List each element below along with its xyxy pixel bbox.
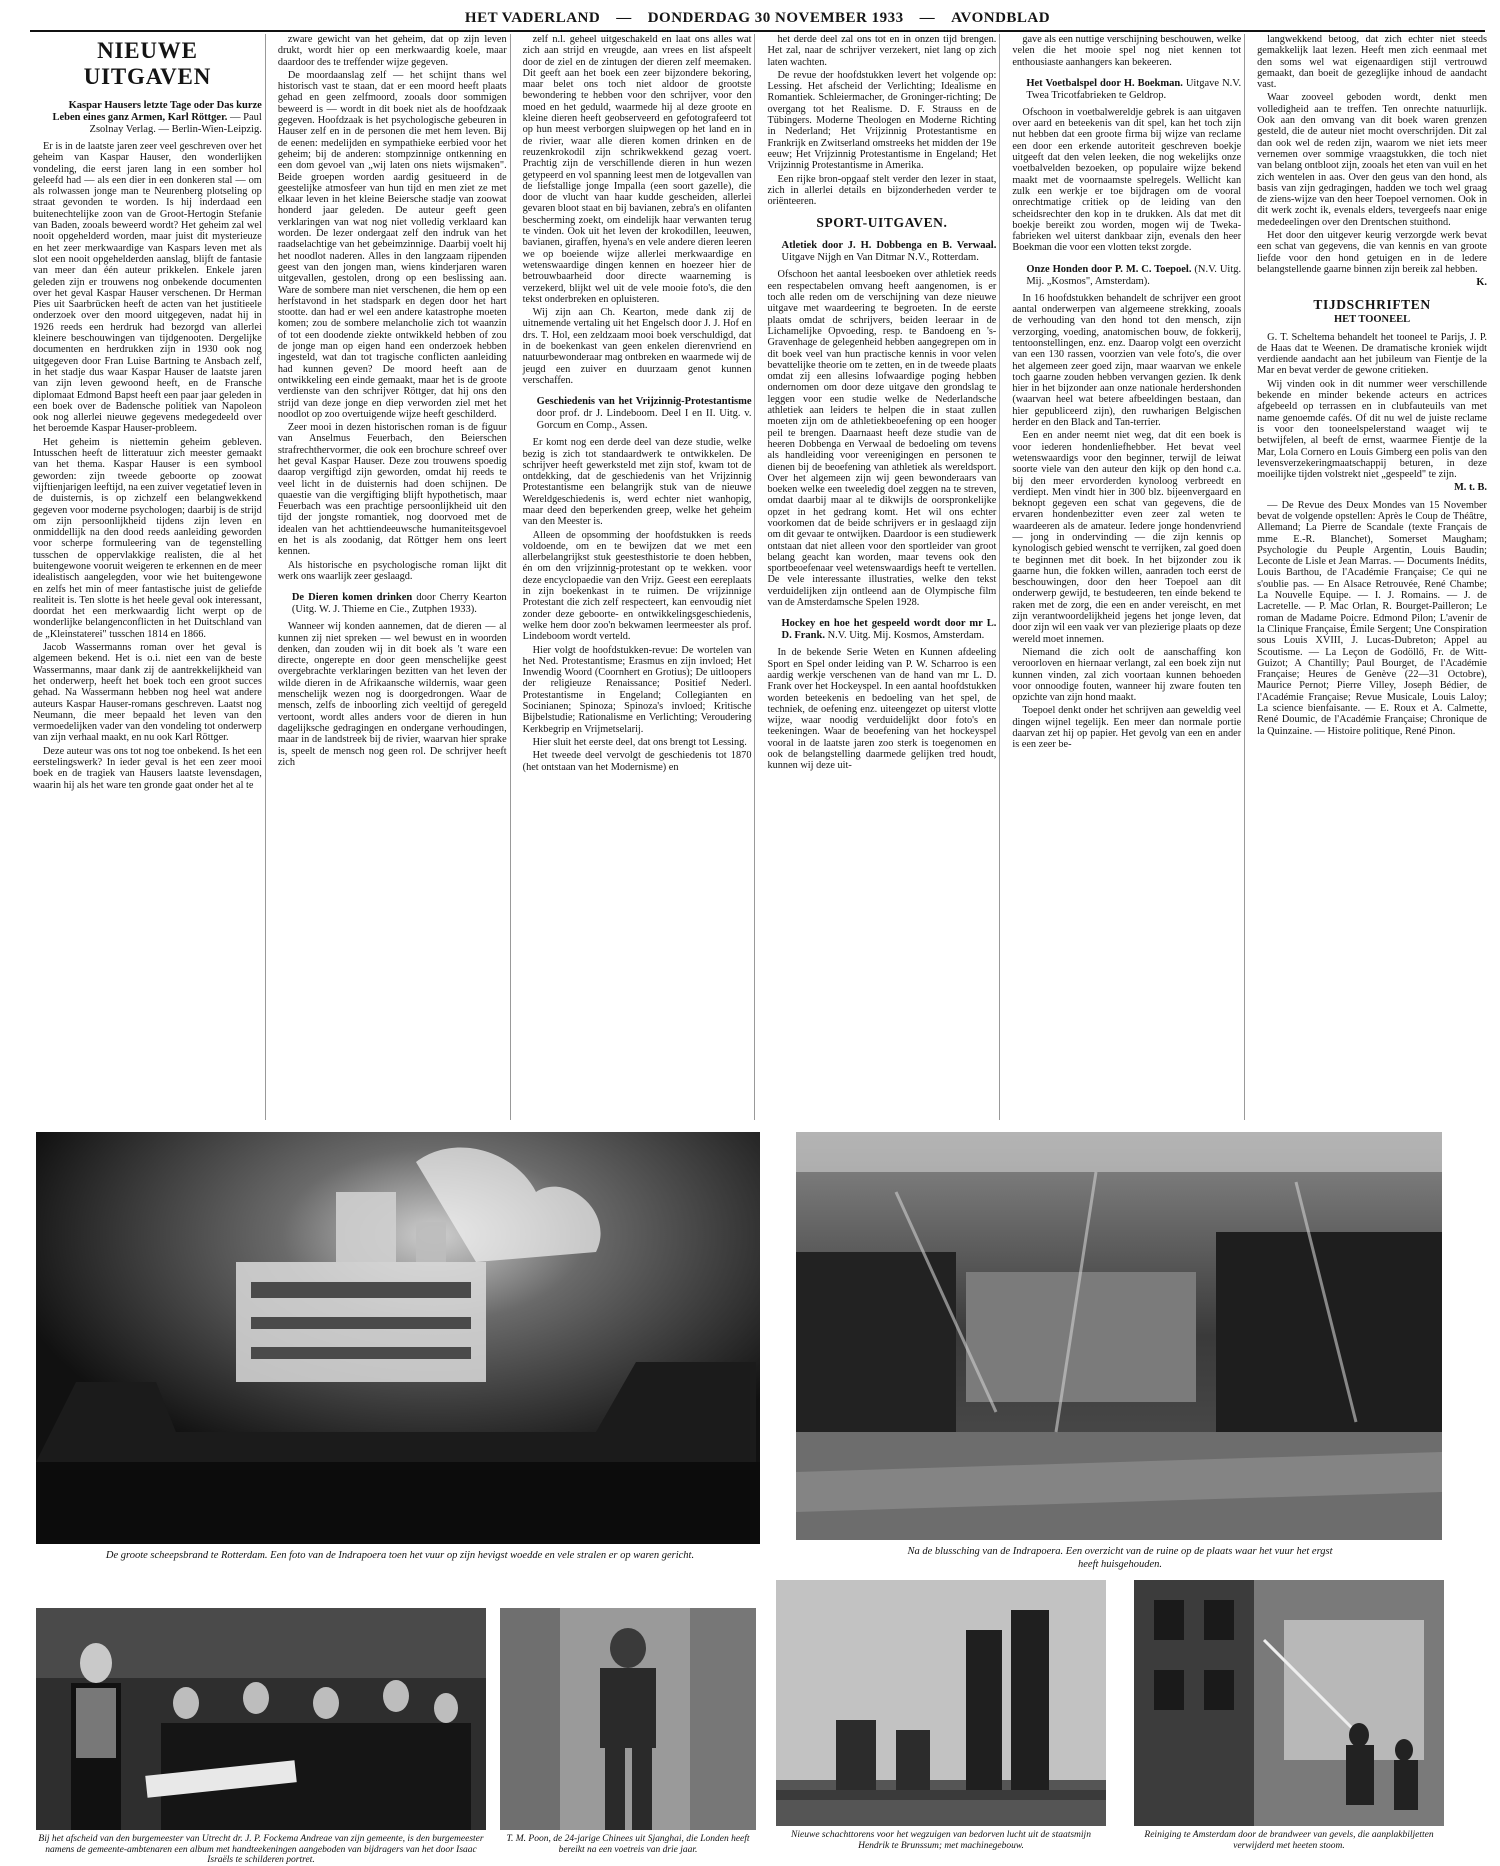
text-columns xyxy=(30,34,1490,1120)
chinese-walker-image xyxy=(500,1608,756,1830)
ship-fire-image xyxy=(36,1132,760,1544)
article-paragraph: — De Revue des Deux Mondes van 15 November bevat de volgende opstellen: Après le Coup de Théâtre, Allemand; La Pierre de Scandale (texte Français de mme E.-R. Blanchet), Somerset Maugham; Psychologie du Peuple Argentin, Louis Baudin; Leconte de Lisle et Jean Marras. — Documents Inédits, Louis Barthou, de l'Académie Française; Ce qui ne s'oublie pas. — En Alsace Retrouvée, René Chambe; La Nouvelle Equipe. — I. J. Romains. — J. de Lacretelle. — P. Mac Orlan, R. Bourget-Pailleron; Le roman de Madame Poicre. Edmond Pilon; L'avenir de la Clinique Française, Émile Sergent; Une Conspiration sous Louis XVIII, J. Lucas-Dubreton; Appel au Scoutisme. — La Leçon de Godöllő, Fr. de Witt-Guizot; A Chantilly; Paul Bourget, de l'Académie Française; Heures de Genève (22—31 Octobre), Maurice Pernot; Pierre Villey, Joseph Bédier, de l'Académie Française; Revue Musicale, Louis Laloy; La science bienfaisante. — E. Roux et A. Calmette, René Doumic, de l'Académie Française; Chronique de la Quinzaine. — Histoire politique, René Pinon. xyxy=(1257,499,1487,737)
review-book-details: N.V. Uitg. Mij. Kosmos, Amsterdam. xyxy=(827,630,985,642)
column-4 xyxy=(764,34,1000,1120)
article-paragraph: Het door den uitgever keurig verzorgde werk bevat een schat van gegevens, die van kennis en van groote liefde voor den hond getuigen en in de ledere belangstellende gaarne binnen zijn bereik zal hebben. xyxy=(1257,230,1487,275)
photo-caption: Bij het afscheid van den burgemeester van Utrecht dr. J. P. Fockema Andreae van zijn gemeente, is den burgemeester namens de gemeente-ambtenaren een album met handteekeningen aangeboden van bijdragers van het door Isaac Israëls te schilderen portret. xyxy=(38,1834,484,1865)
masthead-edition: AVONDBLAD xyxy=(951,9,1051,26)
review-book-details: (N.V. Uitg. Mij. „Kosmos", Amsterdam). xyxy=(1026,263,1242,287)
article-paragraph: gave als een nuttige verschijning beschouwen, welke velen die het mooie spel nog niet kennen tot enthousiaste aanhangers kan bekeeren. xyxy=(1012,34,1242,68)
review-book-title: Hockey en hoe het gespeeld wordt door mr L. D. Frank. xyxy=(781,618,997,642)
photo-caption: Reiniging te Amsterdam door de brandweer van gevels, die aanplakbiljetten verwijderd met heeten stoom. xyxy=(1144,1830,1434,1851)
article-paragraph: Alleen de opsomming der hoofdstukken is reeds voldoende, om en te bewijzen dat we met een allerbelangrijkst stuk geestesthistorie te doen hebben, én om den vrijzinnig-protestant op te wekken. voor deze encyclopaedie van den Vrijz. Geest een eereplaats in zijn boekenkast in te ruimen. De vrijzinnige Protestant die zich zelf respecteert, kan eenvoudig niet zonder deze geboorte- en ontwikkelingsgeschiedenis, welke hem door zoo'n bekwamen leermeester als prof. Lindeboom wordt verteld. xyxy=(522,529,752,643)
column-1 xyxy=(30,34,266,1120)
photo-caption: De groote scheepsbrand te Rotterdam. Een foto van de Indrapoera toen het vuur op zijn hevigst woedde en vele stralen er op waren gericht. xyxy=(105,1550,695,1561)
ruins-image xyxy=(796,1132,1442,1540)
article-paragraph: zware gewicht van het geheim, dat op zijn leven drukt, wordt hier op een merkwaardig koele, maar daardoor des te treffender wijze gegeven. xyxy=(277,34,507,68)
review-book-title: Geschiedenis van het Vrijzinnig-Protestantisme xyxy=(536,396,752,408)
facade-cleaning-image xyxy=(1134,1580,1444,1826)
article-paragraph: Deze auteur was ons tot nog toe onbekend. Is het een eerstelingswerk? In ieder geval is het een zeer mooi boek en de tragiek van Hausers laatste levensdagen, waarin hij als het ware ten gronde gaat onder het al te xyxy=(33,745,262,791)
article-paragraph: Jacob Wassermanns roman over het geval is algemeen bekend. Het is o.i. niet een van de beste Wassermanns, maar dank zij de aantrekkelijkheid van het onderwerp, heeft het boek toch een groot succes gehad. Na Wassermann hebben nog heel wat andere auteurs Kaspar Hauser-romans geschreven. Laatst nog Neumann, die meer bepaald het leven van den vermoedelijken vader van den vondeling tot onderwerp van zijn verhaal maakt, en nu ook Karl Röttger. xyxy=(33,642,262,744)
article-paragraph: Er komt nog een derde deel van deze studie, welke bezig is zich tot standaardwerk te ontwikkelen. De schrijver heeft gewerksteld met zijn stof, kwam tot de ontdekking, dat de geschiedenis van het Vrijzinnig Protestantisme een belangrijk stuk van de nieuwe Wereldgeschiedenis is, werd echter niet wanhopig, maar deed den beperkenden greep, welke het geheim van den Meester is. xyxy=(522,437,752,528)
review-book-title: Het Voetbalspel door H. Boekman. xyxy=(1026,77,1183,89)
article-paragraph: Ofschoon in voetbalwereldje gebrek is aan uitgaven over aard en beteekenis van dit spel, kan het toch zijn nut hebben dat een groote firma bij wijze van reclame een door een erkende autoriteit geschreven boekje uitgeeft dat den velen leeken, die nog wekelijks onze voetbalvelden bezoeken, op populaire wijze bekend maakt met de voornaamste spelregels. Wellicht kan zulk een werkje er toe bijdragen om de vooral onrechtmatige critiek op de leiding van den scheidsrechter den kop in te drukken. Als dat met dit boekje bereikt zou worden, mogen wij de Tweka-fabrieken wel uiterst dankbaar zijn, evenals den heer Boekman die voor een vlotten tekst zorgde. xyxy=(1012,106,1242,254)
column-5 xyxy=(1009,34,1245,1120)
review-book-title: Atletiek door J. H. Dobbenga en B. Verwaal. xyxy=(781,240,997,252)
review-heading xyxy=(47,100,262,136)
review-book-title: Kaspar Hausers letzte Tage oder Das kurze Leben eines ganz Armen, xyxy=(52,100,262,123)
review-book-details: door prof. dr J. Lindeboom. Deel I en II. Uitg. v. Gorcum en Comp., Assen. xyxy=(536,408,752,432)
mine-towers-image xyxy=(776,1580,1106,1826)
review-heading xyxy=(292,592,507,616)
photo-caption: Na de blussching van de Indrapoera. Een overzicht van de ruine op de plaats waar het vuur het ergst heeft huisgehouden. xyxy=(907,1546,1333,1570)
article-paragraph: Wanneer wij konden aannemen, dat de dieren — al kunnen zij niet spreken — wel bewust en in woorden denken, dan zouden wij in dit boek als 't ware een directe, ongerepte en door geen menschelijke geest overgebrachte verklaringen bezitten van het leven der wilde dieren in de Afrikaansche wildernis, waar geen menschelijk wezen nog is doorgedrongen. Waar de mensch, zelfs de inboorling zich veeltijd of geregeld vertoont, wordt alles anders voor de dieren in hun dagelijksche gedragingen en ondergane verhoudingen, maar in de landstreek bij de rivier, waarvan hier sprake is, speelt de mensch nog geen rol. De schrijver heeft zich xyxy=(277,621,507,768)
masthead xyxy=(30,6,1485,32)
article-paragraph: Het geheim is niettemin geheim gebleven. Intusschen heeft de litteratuur zich meester gemaakt van het thema. Kaspar Hauser is een symbool geworden: zijn tweede geboorte op zoowat vijftienjarigen leeftijd, na een zuiver vegetatief leven in de duisternis, is op zichzelf een belangwekkend gegeven voor moderne psychologen; daarbij is de strijd om zijn persoonlijkheid tijdens zijn leven en onmiddellijk na den dood reeds aanleiding geworden voor scherpe formuleering van de tegenstelling tusschen de oppervlakkige realisten, die al het buitengewone vooruit weigeren te erkennen en de meer idealistisch aangelegden, voor wie het buitengewone en zelfs het min of meer fantastische juist de geliefde realiteit is. Ten slotte is het heele geval ook interessant, doordat het een merkwaardig licht werpt op de wonderlijke belangenconflicten in het Duitschland van de „Kleinstaterei" tusschen 1814 en 1866. xyxy=(33,436,262,640)
photo-caption: T. M. Poon, de 24-jarige Chinees uit Sjanghai, die Londen heeft bereikt na een voetreis van drie jaar. xyxy=(506,1834,750,1855)
review-heading xyxy=(781,240,996,264)
section-heading: TIJDSCHRIFTEN xyxy=(1313,296,1431,312)
masthead-separator: — xyxy=(616,9,632,26)
mayor-farewell-image xyxy=(36,1608,486,1830)
review-book-details: Uitgave Nijgh en Van Ditmar N.V., Rotterdam. xyxy=(781,252,979,264)
article-paragraph: Wij zijn aan Ch. Kearton, mede dank zij de uitnemende vertaling uit het Engelsch door J. J. Hof en drs. T. Hol, een zeldzaam mooi boek verschuldigd, dat in de boekenkast van geen enkelen dierenvriend en natuurbewonderaar mag ontbreken en waarmede wij de jeugd een zuiver en duurzaam genot kunnen verschaffen. xyxy=(522,307,752,386)
masthead-date: DONDERDAG 30 NOVEMBER 1933 xyxy=(647,9,904,26)
review-book-title: Onze Honden door P. M. C. Toepoel. xyxy=(1026,263,1192,275)
photo-caption: Nieuwe schachttorens voor het wegzuigen van bedorven lucht uit de staatsmijn Hendrik te Brunssum; met machinegebouw. xyxy=(791,1830,1091,1851)
section-title: NIEUWE UITGAVEN xyxy=(83,38,212,89)
article-paragraph: In 16 hoofdstukken behandelt de schrijver een groot aantal onderwerpen van algemeene strekking, zooals de verhouding van den hond tot den mensch, zijn verzorging, voeding, anatomischen bouw, de fokkerij, tentoonstellingen, enz. enz. Daarop volgt een overzicht van een 130 rassen, voorzien van vele foto's, die over het algemeen zeer goed zijn, maar waarvan we enkele toch gaarne zouden hebben vervangen gezien. Ik denk hier in het bijzonder aan onze nationale herdershonden (waarvan heel wat betere afbeeldingen bestaan, dan hier gepubliceerd zijn), den ruwharigen Belgischen herder en den Black and Tan-terrier. xyxy=(1012,292,1242,429)
photo-mine-towers xyxy=(776,1580,1106,1826)
review-heading xyxy=(1026,78,1241,102)
review-book-title: De Dieren komen drinken xyxy=(291,592,413,604)
article-paragraph: Een en ander neemt niet weg, dat dit een boek is voor iederen hondenliefhebber. Het bevat veel wetenswaardigs voor den beginner, terwijl de leiwat soorte viele van den auteur den kijk op den hond c.a. bij den meer ervorderden kynoloog verbreedt en verdiept. Men vindt hier in 300 blz. bijeenvergaard en beknopt gegeven een schat van gegevens, die de ervaren hondenbezitter even zeer zal weten te waardeeren als de amateur. Iedere jonge hondenvriend — jong in ondervinding — die zijn kennis op kynologisch gebied wenscht te verrijken, zal goed doen te beginnen met dit boek. In het bijzonder zou ik gaarne hun, die fokken willen, aanraden toch eerst de beschouwingen, door den heer Toepoel aan dit onderwerp gewijd, te bestudeeren, ten einde bekend te raken met de zorg, die een en ander vereischt, en met zijn verantwoordelijkheid jegens het jonge leven, dat door zijn wil een vaak ver van plezierige plaats op deze wereld moet innemen. xyxy=(1012,430,1242,645)
article-paragraph: Als historische en psychologische roman lijkt dit werk ons waarlijk zeer geslaagd. xyxy=(277,559,507,582)
article-paragraph: Hier volgt de hoofdstukken-revue: De wortelen van het Ned. Protestantisme; Erasmus en zijn invloed; Het Inwendig Woord (Coornhert en Grotius); De uitloopers der religieuze Renaissance; Positief Nederl. Protestantisme in Engeland; Collegianten en Socinianen; Spinoza; Spinoza's invloed; Kritische Bijbelstudie; Rationalisme en Verlichting; Veroudering Kerkbegrip en Vrijmetselarij. xyxy=(522,644,752,735)
photo-ship-fire xyxy=(36,1132,760,1544)
review-heading xyxy=(1026,264,1241,288)
photo-chinese-walker xyxy=(500,1608,756,1830)
article-paragraph: Zeer mooi in dezen historischen roman is de figuur van Anselmus Feuerbach, den Beierschen strafrechthervormer, die ook een brochure schreef over het geval Kaspar Hauser. Deze zou trouwens spoedig daarop vergiftigd zijn geworden, omdat hij reeds te veel licht in de duisternis had doen schijnen. De quaestie van die vergiftiging blijft hypothetisch, maar Feuerbach was een prachtige persoonlijkheid uit den tijd der jongste romantiek, nog doorvoed met de idealen van het achttiendeeuwsche humaniteitsgevoel en het is als zoodanig, dat Röttger hem ons leert kennen. xyxy=(277,422,507,558)
article-paragraph: Niemand die zich oolt de aanschaffing kon veroorloven en hiernaar verlangt, zal een boek zijn nut kunnen vinden, zal zich voortaan kunnen behoeden voor onnoodige fouten, wanneer hij zware fouten ten opzichte van zijn hond maakt. xyxy=(1012,646,1242,704)
article-paragraph: Hier sluit het eerste deel, dat ons brengt tot Lessing. xyxy=(532,736,747,748)
article-paragraph: De revue der hoofdstukken levert het volgende op: Lessing. Het afscheid der Verlichting; Idealisme en Romantiek. Schleiermacher, de Groninger-richting; De overgang tot het Realisme. D. F. Strauss en de Tübingers. Moderne Theologen en Moderne Richting in Nederland; Het Vrijzinnig Protestantisme en Frankrijk en Zwitserland omstreeks het midden der 19e eeuw; Het Vrijzinnig Protestantisme in Engeland; Het Vrijzinnig Protestantisme in Amerika. xyxy=(767,69,997,172)
review-book-author: Karl Röttger. xyxy=(167,112,228,123)
photo-facade-cleaning xyxy=(1134,1580,1444,1826)
author-signature: K. xyxy=(1476,277,1487,289)
author-signature: M. t. B. xyxy=(1454,482,1487,494)
section-heading: SPORT-UITGAVEN. xyxy=(816,215,948,231)
article-paragraph: Toepoel denkt onder het schrijven aan geweldig veel dingen wijnel tegelijk. Een meer dan normale portie daarvan zet hij op papier. Het gevolg van een en ander is een zeer be- xyxy=(1012,705,1242,751)
review-book-publisher: — Paul Zsolnay Verlag. — Berlin-Wien-Leipzig. xyxy=(89,112,262,135)
review-book-details: Uitgave N.V. Twea Tricotfabrieken te Geldrop. xyxy=(1026,77,1242,101)
masthead-separator: — xyxy=(919,9,936,26)
article-paragraph: zelf n.l. geheel uitgeschakeld en laat ons alles wat zich aan strijd en vreugde, aan vrees en list afspeelt door de ziel en de zintugen der dieren zelf meemaken. Dit geeft aan het boek een zeer bijzondere bekoring, maar belet ons toch niet aldoor de grootste bewondering te hebben voor den schrijver, voor den moed en het geduld, waarmede hij al deze groote en kleine dieren heeft geobserveerd en gefotografeerd tot op hun meest verborgen sluipwegen op het land en in de rivier, waar alle dieren komen drinken en de reuzenkrokodil zijn schrikwekkend gezag voert. Prachtig zijn de verschillende dieren in hun wezen getypeerd en vol spanning leest men de lotgevallen van de liefstallige jonge Impalla (een soort gazelle), die door de vlucht van haar kudde gescheiden, allerlei gevaren bloot staat en bij bavianen, zebra's en olifanten bescherming zoekt, om eindelijk haar verwanten terug te vinden. Ook uit het leven der krokodillen, leeuwen, bavianen, giraffen, hyena's en vele andere dieren leeren we op boeiende wijze allerlei merkwaardige en wetenswaardige dingen kennen en hoezeer hier de betrouwbaarheid door directe waarneming is verzekerd, blijkt wel uit de vele mooie foto's, die den tekst onderbreken en opluisteren. xyxy=(522,34,752,305)
column-3 xyxy=(520,34,756,1120)
article-paragraph: Het tweede deel vervolgt de geschiedenis tot 1870 (het ontstaan van het Modernisme) en xyxy=(522,750,752,773)
photo-mayor-farewell xyxy=(36,1608,486,1830)
article-paragraph: Een rijke bron-opgaaf stelt verder den lezer in staat, zich in allerlei details en bijzonderheden verder te oriënteeren. xyxy=(767,173,997,208)
column-2 xyxy=(275,34,511,1120)
article-paragraph: het derde deel zal ons tot en in onzen tijd brengen. Het zal, naar de schrijver verzekert, niet lang op zich laten wachten. xyxy=(767,34,997,68)
article-paragraph: De moordaanslag zelf — het schijnt thans wel historisch vast te staan, dat er een moord heeft plaats gehad en geen zelfmoord, zooals door sommigen beweerd is — wordt in dit boek niet als de hoofdzaak gegeven. Hoofdzaak is het psychologische gebeuren in Hauser zelf en in de personen die met hem leven. Bij de eenen: medelijden en sympathieke eerbied voor het geheim; bij de anderen: stompzinnige ontkenning en een dom gevoel van „wij laten ons niets wijsmaken". Beide groepen worden aardig gesitueerd in de geestelijke atmosfeer van hun tijd en men ziet ze met elkaar leven in het kleine Beiersche stadje van zoowat honderd jaar geleden. De auteur geeft geen verklaringen van wat nog niet volledig verklaard kan worden. De lezer ondergaat zelf den indruk van het raadselachtige van het gebeimzinnige. Daarbij voelt hij het noodlot naderen. Alles in den langzaam rijpenden geest van den jongen man, wiens kinderjaren waren uitgevallen, gestolen, drong op een beslissing aan. Ware de sombere man niet verschenen, die hem op een herfstavond in het stadspark en degen door het hart stootte. dan had er wel een andere katastrophe moeten komen; zou de sombere melancholie zich tot waanzin of tot een doodende ziekte ontwikkeld hebben of zou de jonge man op eigen hand een onderzoek hebben ingesteld, wat dan tot tragische conflicten aanleiding had kunnen geven? De moord heeft aan de ontwikkeling een einde gemaakt, maar het is de groote verdienste van den schrijver Röttger, dat hij ons den strijd van deze jonge en diep verworden ziel met het noodlot op zoo overtuigende wijze heeft geschilderd. xyxy=(277,69,507,420)
review-heading xyxy=(537,396,752,432)
review-heading xyxy=(781,618,996,642)
article-paragraph: Wij vinden ook in dit nummer weer verschillende bekende en minder bekende acteurs en actrices afgebeeld op terrassen en in clubfauteuils van met name genoemde cafés. Of dit nu wel de juiste reclame is voor den tooneelspelerstand waaget wij te betwijfelen, al beeft de ernst, waarmee Fientje de la Mar, Lola Cornero en Louis Gimberg een polis van den levensverzekeringmaatschappij beturen, in deze moeilijke tijden volstrekt niet „gespeeld" te zijn. xyxy=(1257,378,1487,481)
review-book-details: door Cherry Kearton (Uitg. W. J. Thieme en Cie., Zutphen 1933). xyxy=(291,592,507,616)
masthead-paper-name: HET VADERLAND xyxy=(464,9,601,26)
column-6 xyxy=(1254,34,1490,1120)
article-paragraph: Waar zooveel geboden wordt, denkt men volledigheid aan te treffen. Ten onrechte natuurlijk. Ook aan den omvang van dit boek waren grenzen gesteld, die de auteur niet mocht overschrijden. Dit zal dan ook wel de reden zijn, waarom we niet iets meer vernemen over sommige vraagstukken, die toch niet van belang ontbloot zijn, zooals het eten van vuil en het zich wentelen in aas. Over den geus van den hond, als basis van zijn gedragingen, hadden we toch wel graag de ziens-wijze van den heer Toepoel vernomen. Ook in dit werk zocht ik, evenals elders, tevergeefs naar enige mededeelingen over den Drentschen stuithond. xyxy=(1257,92,1487,228)
article-paragraph: Er is in de laatste jaren zeer veel geschreven over het geheim van Kaspar Hauser, den wonderlijken vondeling, die eerst jaren lang in een somber hol geleefd had — als een dier in een donkeren stal — om als rolwassen jonge man te Neurenberg plotseling op straat gevonden te worden. Is hij inderdaad een buitenechtelijke zoon van de Groot-Hertogin Stefanie van Baden, zooals beweerd wordt? Het geheim zal wel nooit opgehelderd worden, maar juist dit mysterieuze en het zeer merkwaardige van Kaspars leven met als slot een nooit opgehelderden aanslag, blijft de fantasie van meer dan één auteur prikkelen. Enkele jaren geleden zijn er trouwens nog onbekende documenten over het geval Kaspar Hauser verschenen. Dr Herman Pies uit Saarbrücken heeft de acten van het justitieele onderzoek over den moord uitgegeven, nadat hij in 1926 reeds een herdruk had bezorgd van allerlei kleinere beschouwingen van tijdgenooten. Dergelijke documenten en herdrukken zijn in 1930 ook nog uitgegeven door Fran Luise Bartning te Ansbach zelf, in het stadje dus waar Kaspar Hauser de laatste jaren van zijn leven gewoond heeft, en de Fransche diplomaat Edmond Bapst heeft een paar jaar geleden in een boek over de Badensche politiek van Napoleon ook nog allerlei nieuwe gegevens medegedeeld over het beroemde Kaspar Hauser-probleem. xyxy=(33,141,262,435)
article-paragraph: Ofschoon het aantal leesboeken over athletiek reeds een respectabelen omvang heeft aangenomen, is er toch alle reden om de verschijning van deze nieuwe uitgave met waardeering te begroeten. In de eerste plaats omdat de schrijvers, beiden leeraar in de Lichamelijke Opvoeding, resp. te Bandoeng en 's-Gravenhage de gelegenheid hebben aangegrepen om in dit boek veel van hun practische kennis in voor velen bevattelijke theorie om te zetten, en in de tweede plaats omdat zij een allesins lofwaardige poging hebben ondernomen om door deze uitgave den grondslag te leggen voor een studie welke de Nederlandsche athletiek aan leiders te helpen die in staat zullen moeten zijn om de athletiekbeoefening op een hooger peil te brengen. Daarnaast heeft deze studie van de heeren Dobbenga en Verwaal de bedoeling om tevens als handleiding voor vereenigingen en personen te dienen bij de beoefening van athletiek als wereldsport. Over het algemeen zijn wij geen bewonderaars van boeken welke een tweeledig doel zeggen na te streven, omdat daarbij maar al te dikwijls de oorspronkelijke opzet in het gedrang komt. Het wil ons echter voorkomen dat de beide schrijvers er in geslaagd zijn om dit gevaar te ontwijken. Daardoor is een studiewerk ontstaan dat niet alleen voor den sportleider van groot belang geacht kan worden, maar tevens ook den sportbeoefenaar veel wetenswaardigs heeft te vertellen. De vele interessante illustraties, welke den tekst verduidelijken zijn ontleend aan de Olympische film van de Amsterdamsche Spelen 1928. xyxy=(767,269,997,609)
article-paragraph: langwekkend betoog, dat zich echter niet steeds gemakkelijk laat lezen. Heeft men zich eenmaal met den soms wel wat eigenaardigen stijl vertrouwd gemaakt, dan boeit de gezeglijke inhoud de aandacht vast. xyxy=(1257,34,1487,91)
photo-ruins xyxy=(796,1132,1442,1540)
section-subheading: HET TOONEEL xyxy=(1333,313,1411,325)
article-paragraph: In de bekende Serie Weten en Kunnen afdeeling Sport en Spel onder leiding van P. W. Scharroo is een aardig werkje verschenen van de hand van mr L. D. Frank over het Hockeyspel. In een aantal hoofdstukken worden beteekenis en bedoeling van het spel, de techniek, de oefening enz. uiteengezet op uiterst vlotte wijze, waar noodig verduidelijkt door foto's en teekeningen. Waar de beoefening van het hockeyspel vooral in de laatste jaren zoo sterk is toegenomen en ook de belangstelling daarmede gelijken tred houdt, kunnen wij deze uit- xyxy=(767,647,997,772)
article-paragraph: G. T. Scheltema behandelt het tooneel te Parijs, J. P. de Haas dat te Weenen. De dramatische kroniek wijdt verdiende aandacht aan het jubileum van Fientje de la Mar en bevat verder de gewone critieken. xyxy=(1257,331,1487,377)
